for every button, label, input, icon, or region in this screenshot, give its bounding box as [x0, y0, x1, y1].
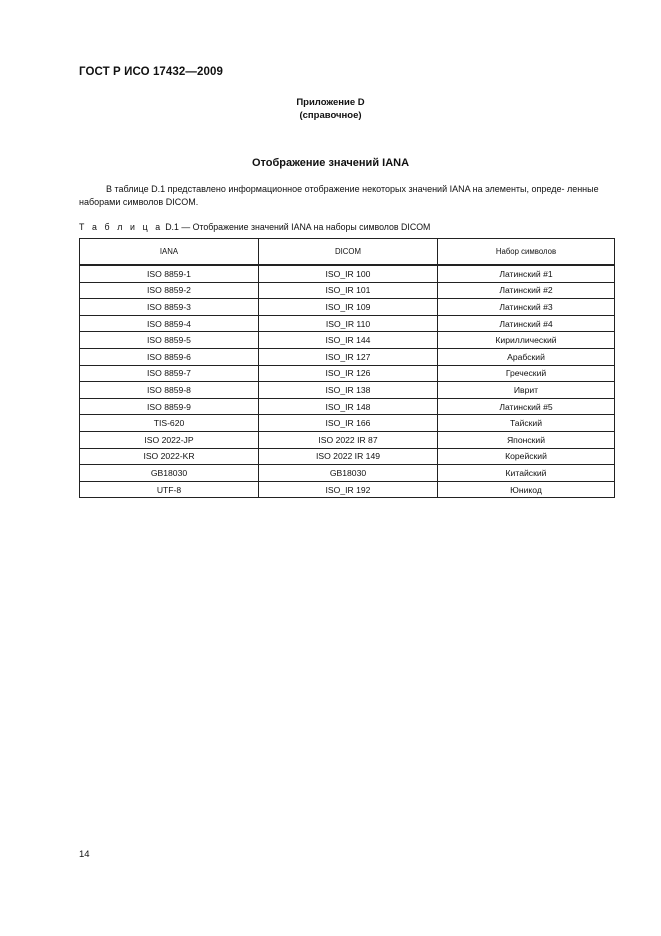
cell-charset: Иврит: [438, 382, 615, 399]
table-row: [80, 315, 615, 332]
table-caption-text: D.1 — Отображение значений IANA на наборы символов DICOM: [165, 222, 431, 232]
cell-iana: TIS-620: [80, 415, 259, 432]
cell-charset: Латинский #5: [438, 398, 615, 415]
table-row: [80, 465, 615, 482]
page-number: 14: [79, 849, 90, 860]
appendix-title: Приложение D: [296, 97, 365, 108]
cell-iana: ISO 8859-3: [80, 299, 259, 316]
appendix-heading: [0, 96, 661, 122]
cell-dicom: ISO_IR 192: [259, 481, 438, 498]
cell-dicom: ISO_IR 166: [259, 415, 438, 432]
table-row: [80, 265, 615, 282]
table-row: [80, 382, 615, 399]
cell-dicom: ISO_IR 144: [259, 332, 438, 349]
table-row: [80, 332, 615, 349]
cell-iana: ISO 8859-1: [80, 265, 259, 282]
section-title: Отображение значений IANA: [251, 157, 410, 169]
table-row: [80, 448, 615, 465]
cell-iana: ISO 8859-4: [80, 315, 259, 332]
cell-dicom: ISO_IR 110: [259, 315, 438, 332]
table-row: [80, 282, 615, 299]
column-header-dicom: DICOM: [259, 239, 438, 266]
cell-dicom: ISO 2022 IR 87: [259, 431, 438, 448]
cell-dicom: ISO_IR 138: [259, 382, 438, 399]
cell-dicom: GB18030: [259, 465, 438, 482]
cell-dicom: ISO_IR 100: [259, 265, 438, 282]
cell-charset: Латинский #2: [438, 282, 615, 299]
cell-iana: GB18030: [80, 465, 259, 482]
column-header-charset: Набор символов: [438, 239, 615, 266]
cell-charset: Китайский: [438, 465, 615, 482]
cell-iana: ISO 8859-8: [80, 382, 259, 399]
cell-iana: ISO 2022-KR: [80, 448, 259, 465]
cell-dicom: ISO_IR 148: [259, 398, 438, 415]
table-caption-prefix: Т а б л и ц а: [79, 222, 163, 232]
cell-dicom: ISO_IR 127: [259, 348, 438, 365]
appendix-subtitle: (справочное): [299, 110, 362, 121]
table-body: [80, 265, 615, 498]
intro-text: В таблице D.1 представлено информационное отображение некоторых значений IANA на элементы, опреде- ленные наборами символов DICOM.: [79, 184, 599, 207]
cell-charset: Греческий: [438, 365, 615, 382]
table-row: [80, 431, 615, 448]
standard-header: ГОСТ Р ИСО 17432—2009: [79, 66, 224, 78]
cell-iana: ISO 8859-5: [80, 332, 259, 349]
cell-dicom: ISO 2022 IR 149: [259, 448, 438, 465]
cell-charset: Тайский: [438, 415, 615, 432]
intro-paragraph: [79, 183, 615, 209]
cell-iana: ISO 2022-JP: [80, 431, 259, 448]
iana-mapping-table: [79, 238, 615, 498]
cell-charset: Латинский #1: [438, 265, 615, 282]
table-row: [80, 481, 615, 498]
table-row: [80, 415, 615, 432]
cell-iana: ISO 8859-6: [80, 348, 259, 365]
cell-charset: Латинский #3: [438, 299, 615, 316]
cell-iana: ISO 8859-2: [80, 282, 259, 299]
cell-charset: Юникод: [438, 481, 615, 498]
table-row: [80, 365, 615, 382]
table-row: [80, 299, 615, 316]
cell-charset: Японский: [438, 431, 615, 448]
table-row: [80, 398, 615, 415]
table-row: [80, 348, 615, 365]
cell-iana: ISO 8859-9: [80, 398, 259, 415]
cell-charset: Арабский: [438, 348, 615, 365]
cell-iana: UTF-8: [80, 481, 259, 498]
cell-charset: Латинский #4: [438, 315, 615, 332]
table-caption: [79, 222, 430, 232]
column-header-iana: IANA: [80, 239, 259, 266]
table-header-row: [80, 239, 615, 266]
cell-iana: ISO 8859-7: [80, 365, 259, 382]
cell-dicom: ISO_IR 126: [259, 365, 438, 382]
cell-charset: Корейский: [438, 448, 615, 465]
cell-dicom: ISO_IR 101: [259, 282, 438, 299]
cell-dicom: ISO_IR 109: [259, 299, 438, 316]
cell-charset: Кириллический: [438, 332, 615, 349]
